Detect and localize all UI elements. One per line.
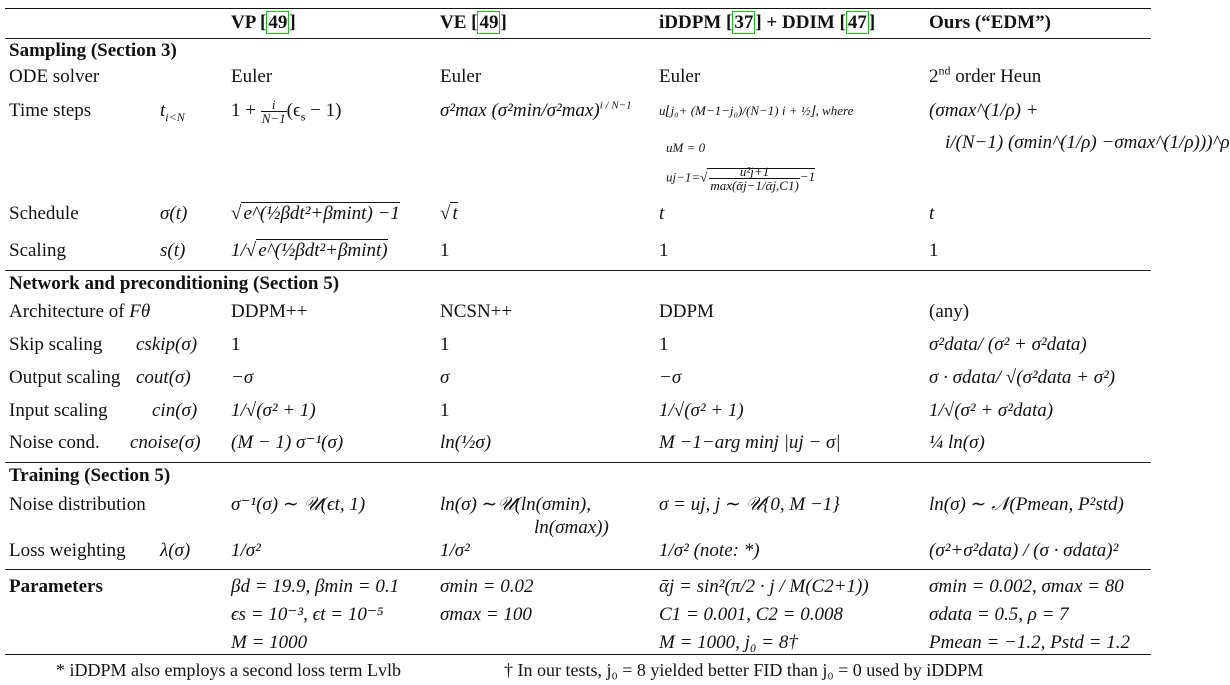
cell-noise-dist-ours: ln(σ) ∼ 𝒩(Pmean, P²std): [929, 494, 1124, 515]
cell-skip-iddpm: 1: [659, 334, 669, 355]
row-label-ode: ODE solver: [9, 66, 100, 87]
symbol-schedule: σ(t): [160, 203, 188, 224]
cell-loss-ours: (σ²+σ²data) / (σ · σdata)²: [929, 540, 1119, 561]
cell-time-ours-line1: (σmax^(1/ρ) +: [929, 100, 1039, 121]
cell-loss-iddpm: 1/σ² (note: *): [659, 540, 760, 561]
citation-link[interactable]: 49: [268, 12, 288, 33]
cell-noise-cond-vp: (M − 1) σ⁻¹(σ): [231, 432, 344, 453]
cell-arch-ve: NCSN++: [440, 301, 513, 322]
cell-noise-dist-ve-line2: ln(σmax)): [534, 517, 609, 538]
row-label-noise-cond: Noise cond.: [9, 432, 100, 453]
symbol-noise-cond: cnoise(σ): [130, 432, 201, 453]
row-label-schedule: Schedule: [9, 203, 79, 224]
param-iddpm-line3: M = 1000, j₀ = 8†: [659, 632, 798, 653]
citation-link[interactable]: 49: [479, 12, 499, 33]
cell-skip-ve: 1: [440, 334, 450, 355]
symbol-time-steps: $t_{i<N}$: [160, 100, 185, 124]
footnote-star: * iDDPM also employs a second loss term Lvlb: [56, 660, 401, 680]
param-vp-line1: βd = 19.9, βmin = 0.1: [231, 576, 400, 597]
cell-skip-vp: 1: [231, 334, 241, 355]
symbol-loss: λ(σ): [160, 540, 191, 561]
cell-scaling-ours: 1: [929, 240, 939, 261]
cell-out-vp: −σ: [231, 367, 254, 388]
cell-in-iddpm: 1/√(σ² + 1): [659, 400, 744, 421]
cell-arch-iddpm: DDPM: [659, 301, 714, 322]
row-label-scaling: Scaling: [9, 240, 66, 261]
footnote-dagger: † In our tests, j₀ = 8 yielded better FID than j₀ = 0 used by iDDPM: [504, 660, 984, 680]
citation-link[interactable]: 47: [847, 12, 867, 33]
row-label-skip: Skip scaling: [9, 334, 103, 355]
col-header-vp: VP [ 49 ]: [231, 12, 296, 33]
cell-scaling-ve: 1: [440, 240, 450, 261]
symbol-input: cin(σ): [152, 400, 198, 421]
symbol-skip: cskip(σ): [136, 334, 198, 355]
cell-arch-vp: DDPM++: [231, 301, 308, 322]
cell-in-vp: 1/√(σ² + 1): [231, 400, 316, 421]
row-label-input: Input scaling: [9, 400, 108, 421]
param-vp-line3: M = 1000: [231, 632, 308, 653]
row-label-architecture: Architecture of Fθ: [9, 301, 151, 322]
cell-schedule-iddpm: t: [659, 203, 665, 224]
row-label-loss: Loss weighting: [9, 540, 126, 561]
cell-schedule-ve: √ t: [440, 203, 458, 224]
section-title-sampling: Sampling (Section 3): [9, 40, 177, 61]
cell-noise-dist-iddpm: σ = uj, j ∼ 𝒰{0, M −1}: [659, 494, 840, 515]
section-title-parameters: Parameters: [9, 576, 103, 597]
cell-time-iddpm-line2: uM = 0: [666, 140, 706, 155]
cell-time-iddpm-line3: uj−1=√ $\frac{\text{u²j+1}}{\text{max(ᾱj−1/ᾱj,C1)}}$ −1: [666, 164, 816, 193]
top-rule: [5, 8, 1151, 9]
section-rule: [5, 270, 1151, 271]
cell-time-iddpm-line1: u⌊j₀+ (M−1−j₀)/(N−1) i + ½⌋, where: [659, 103, 854, 118]
param-ours-line1: σmin = 0.002, σmax = 80: [929, 576, 1124, 597]
bottom-rule: [5, 654, 1151, 655]
row-label-time-steps: Time steps: [9, 100, 92, 121]
cell-schedule-vp: √ e^(½βdt²+βmint) −1: [231, 203, 400, 224]
cell-noise-dist-vp: σ⁻¹(σ) ∼ 𝒰(ϵt, 1): [231, 494, 366, 515]
cell-noise-cond-ours: ¼ ln(σ): [929, 432, 985, 453]
header-rule: [5, 38, 1151, 39]
section-rule: [5, 462, 1151, 463]
cell-noise-cond-iddpm: M −1−arg minj |uj − σ|: [659, 432, 841, 453]
col-header-iddpm: iDDPM [ 37 ] + DDIM [ 47 ]: [659, 12, 876, 33]
param-ours-line3: Pmean = −1.2, Pstd = 1.2: [929, 632, 1131, 653]
row-label-output: Output scaling: [9, 367, 121, 388]
citation-link[interactable]: 37: [734, 12, 754, 33]
section-title-training: Training (Section 5): [9, 465, 171, 486]
symbol-output: cout(σ): [136, 367, 191, 388]
cell-in-ve: 1: [440, 400, 450, 421]
cell-time-vp: 1 + $\frac{i}{N-1}$ $(\epsilon_s - 1)$: [231, 97, 342, 126]
row-label-noise-dist: Noise distribution: [9, 494, 146, 515]
param-ours-line2: σdata = 0.5, ρ = 7: [929, 604, 1069, 625]
cell-arch-ours: (any): [929, 301, 970, 322]
cell-time-ours-line2: i/(N−1) (σmin^(1/ρ) −σmax^(1/ρ)))^ρ: [945, 132, 1230, 153]
symbol-scaling: s(t): [160, 240, 186, 261]
cell-out-ve: σ: [440, 367, 450, 388]
cell-scaling-iddpm: 1: [659, 240, 669, 261]
col-header-ours: Ours (“EDM”): [929, 12, 1051, 33]
cell-ode-iddpm: Euler: [659, 66, 701, 87]
cell-time-ve: σ²max $(\sigma^2\min/\sigma^2\max)^{i / N-1}$: [440, 99, 632, 121]
cell-noise-cond-ve: ln(½σ): [440, 432, 492, 453]
cell-schedule-ours: t: [929, 203, 935, 224]
param-iddpm-line2: C1 = 0.001, C2 = 0.008: [659, 604, 843, 625]
cell-skip-ours: σ²data/ (σ² + σ²data): [929, 334, 1087, 355]
cell-loss-ve: 1/σ²: [440, 540, 470, 561]
cell-ode-ve: Euler: [440, 66, 482, 87]
cell-loss-vp: 1/σ²: [231, 540, 261, 561]
param-ve-line2: σmax = 100: [440, 604, 532, 625]
section-rule: [5, 569, 1151, 570]
cell-scaling-vp: 1/√ e^(½βdt²+βmint): [231, 240, 388, 261]
param-vp-line2: ϵs = 10⁻³, ϵt = 10⁻⁵: [231, 604, 384, 625]
param-iddpm-line1: ᾱj = sin²(π/2 · j / M(C2+1)): [659, 576, 869, 597]
col-header-ve: VE [ 49 ]: [440, 12, 507, 33]
cell-in-ours: 1/√(σ² + σ²data): [929, 400, 1054, 421]
section-title-network: Network and preconditioning (Section 5): [9, 273, 340, 294]
cell-out-iddpm: −σ: [659, 367, 682, 388]
cell-ode-ours: 2nd order Heun: [929, 63, 1042, 87]
param-ve-line1: σmin = 0.02: [440, 576, 534, 597]
cell-noise-dist-ve-line1: ln(σ) ∼𝒰(ln(σmin),: [440, 494, 591, 515]
cell-ode-vp: Euler: [231, 66, 273, 87]
cell-out-ours: σ · σdata/ √(σ²data + σ²): [929, 367, 1116, 388]
